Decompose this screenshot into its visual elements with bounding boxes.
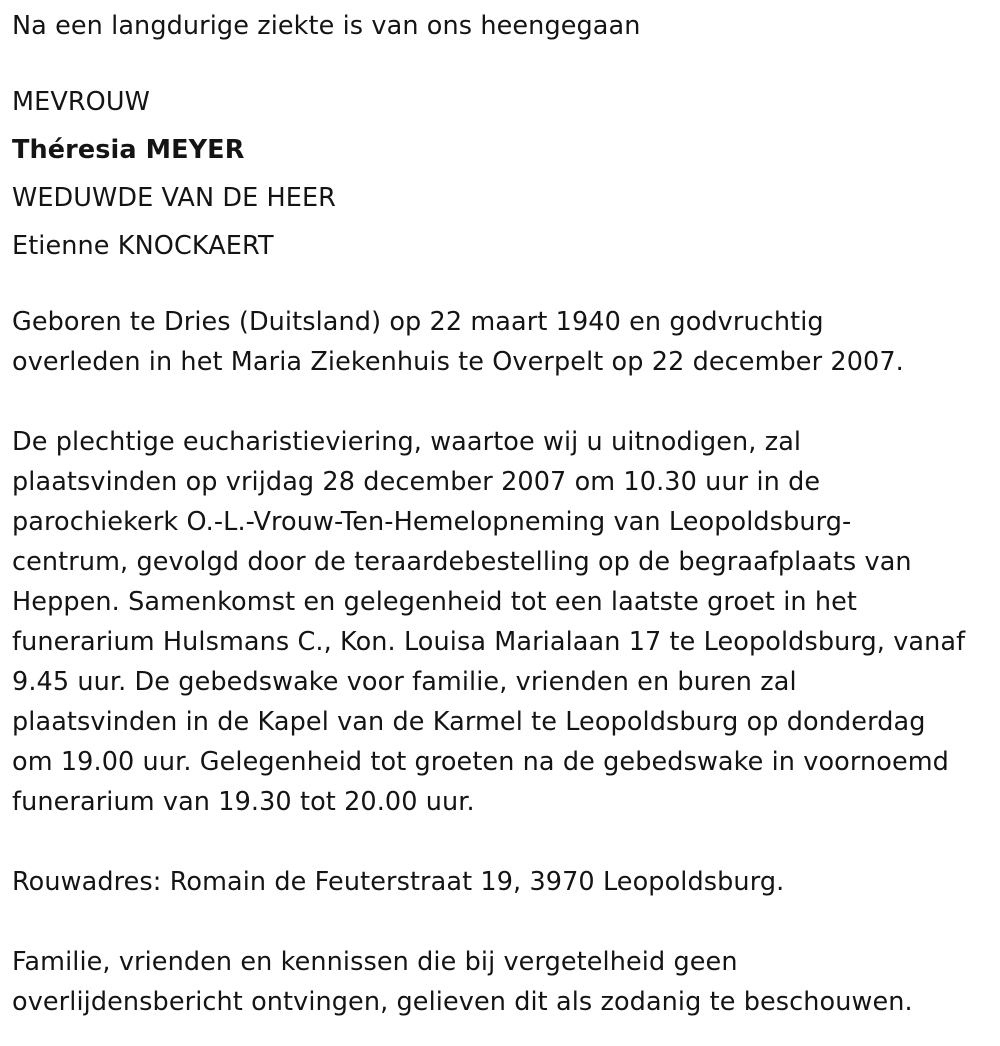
mourning-address: Rouwadres: Romain de Feuterstraat 19, 3970 Leopoldsburg.	[12, 867, 785, 897]
closing-paragraph	[12, 942, 992, 1022]
paragraph-line: 9.45 uur. De gebedswake voor familie, vrienden en buren zal	[12, 667, 797, 697]
birth-death-paragraph	[12, 302, 992, 382]
paragraph-line: funerarium van 19.30 tot 20.00 uur.	[12, 787, 475, 817]
salutation: MEVROUW	[12, 87, 150, 117]
paragraph-line: Heppen. Samenkomst en gelegenheid tot een laatste groet in het	[12, 587, 858, 617]
deceased-name: Théresia MEYER	[12, 135, 245, 165]
paragraph-line: overlijdensbericht ontvingen, gelieven dit als zodanig te beschouwen.	[12, 987, 913, 1017]
paragraph-line: plaatsvinden op vrijdag 28 december 2007 om 10.30 uur in de	[12, 467, 821, 497]
paragraph-line: Familie, vrienden en kennissen die bij vergetelheid geen	[12, 947, 738, 977]
paragraph-line: parochiekerk O.-L.-Vrouw-Ten-Hemelopneming van Leopoldsburg-	[12, 507, 852, 537]
paragraph-line: overleden in het Maria Ziekenhuis te Overpelt op 22 december 2007.	[12, 347, 904, 377]
name-block	[12, 78, 992, 270]
intro-text: Na een langdurige ziekte is van ons heengegaan	[12, 11, 641, 41]
paragraph-line: funerarium Hulsmans C., Kon. Louisa Marialaan 17 te Leopoldsburg, vanaf	[12, 627, 966, 657]
paragraph-line: De plechtige eucharistieviering, waartoe wij u uitnodigen, zal	[12, 427, 802, 457]
obituary-notice	[12, 6, 992, 1022]
relation-text: WEDUWDE VAN DE HEER	[12, 183, 336, 213]
ceremony-paragraph	[12, 422, 992, 822]
spouse-name: Etienne KNOCKAERT	[12, 231, 274, 261]
paragraph-line: plaatsvinden in de Kapel van de Karmel te Leopoldsburg op donderdag	[12, 707, 926, 737]
paragraph-line: centrum, gevolgd door de teraardebestelling op de begraafplaats van	[12, 547, 912, 577]
paragraph-line: om 19.00 uur. Gelegenheid tot groeten na de gebedswake in voornoemd	[12, 747, 949, 777]
paragraph-line: Geboren te Dries (Duitsland) op 22 maart 1940 en godvruchtig	[12, 307, 824, 337]
